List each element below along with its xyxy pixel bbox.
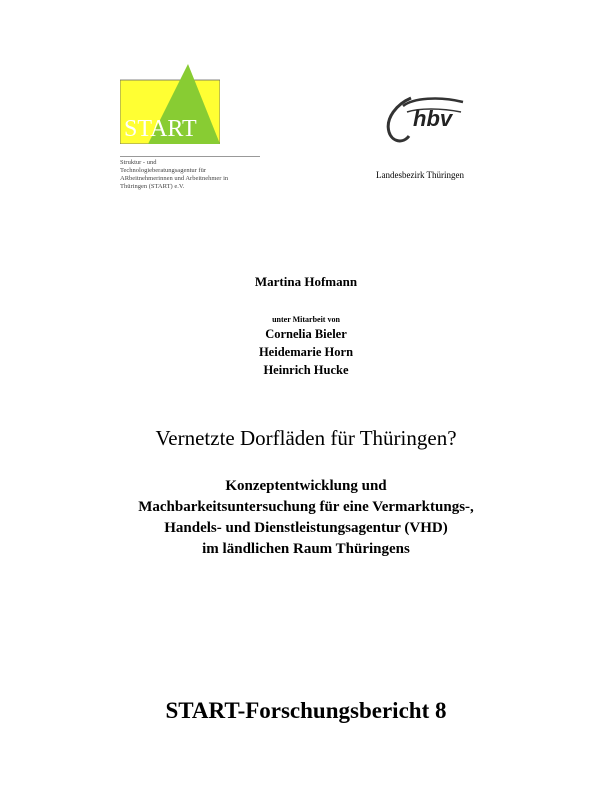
subtitle-line: Machbarkeitsuntersuchung für eine Vermarktungs-, [138,499,474,515]
author-name: Martina Hofmann [254,274,358,289]
start-description-line: Thüringen (START) e.V. [120,183,185,190]
collaboration-label: unter Mitarbeit von [272,315,340,324]
hbv-logo-text: hbv [413,106,453,131]
document-subtitle [0,476,612,560]
series-title: START-Forschungsbericht 8 [165,698,447,723]
start-logo-text: START [124,116,197,142]
collaborator-name: Cornelia Bieler [265,327,347,341]
start-logo [120,64,220,144]
start-description-line: ARbeitnehmerinnen und Arbeitnehmer in [120,175,229,182]
start-logo-divider [120,156,260,157]
subtitle-line: Konzeptentwicklung und [225,478,387,494]
region-label: Landesbezirk Thüringen [375,170,465,180]
collaborator-list [0,325,612,379]
start-description [120,159,270,191]
collaborator-name: Heinrich Hucke [263,363,349,377]
document-title: Vernetzte Dorfläden für Thüringen? [155,426,457,450]
hbv-logo [383,92,473,152]
start-description-line: Struktur - und [120,159,157,166]
start-logo-graphic [120,64,220,144]
subtitle-line: Handels- und Dienstleistungsagentur (VHD) [164,520,448,536]
collaborator-name: Heidemarie Horn [258,345,354,359]
hbv-swirl-logo-icon [383,92,473,152]
start-description-line: Technologieberatungsagentur für [120,167,206,174]
subtitle-line: im ländlichen Raum Thüringens [202,541,410,557]
